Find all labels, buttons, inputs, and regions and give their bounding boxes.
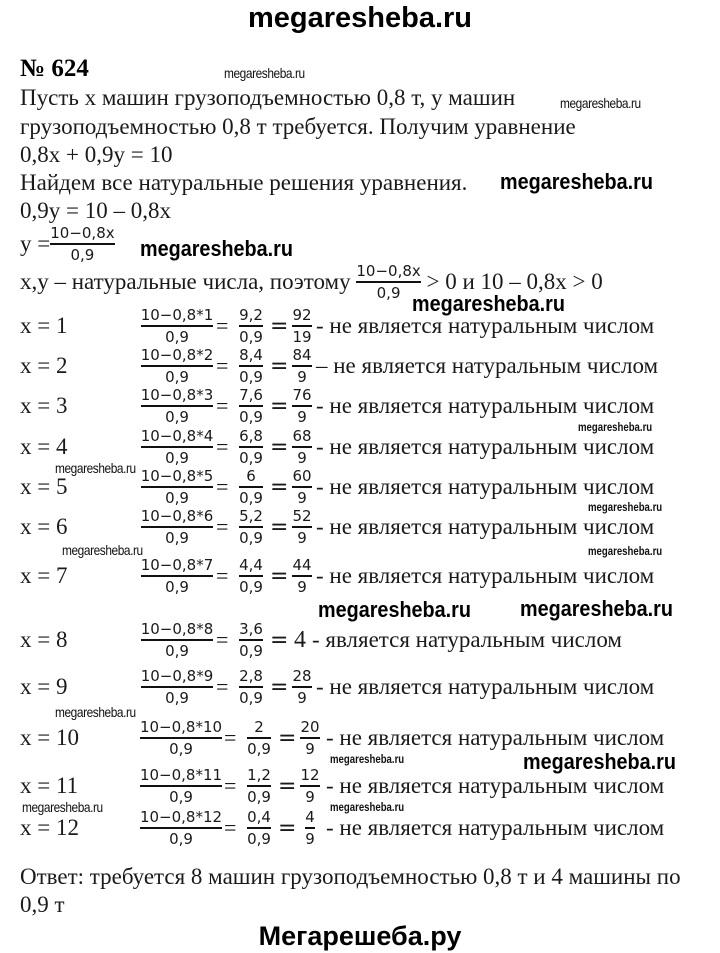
fraction-cell xyxy=(241,716,277,760)
denominator: 0,9 xyxy=(169,740,193,758)
fraction-cell xyxy=(140,764,222,808)
fraction-cell xyxy=(233,384,269,428)
fraction-bar xyxy=(239,365,263,367)
equals-sign: = xyxy=(216,674,229,699)
equals-sign: = xyxy=(224,773,237,798)
answer-line: 0,9 т xyxy=(20,892,65,917)
equals-sign: = xyxy=(216,313,229,338)
fraction-bar xyxy=(141,639,214,641)
equals-sign: = xyxy=(216,434,229,459)
equals-sign: = xyxy=(278,815,297,841)
fraction xyxy=(239,306,263,346)
numerator: 44 xyxy=(292,556,312,574)
fraction-bar xyxy=(239,325,263,327)
fraction xyxy=(247,718,271,758)
denominator: 0,9 xyxy=(239,529,263,547)
numerator: 10−0,8*2 xyxy=(140,346,214,364)
fraction xyxy=(140,808,222,848)
solution-row xyxy=(0,304,720,348)
watermark: megaresheba.ru xyxy=(318,597,471,622)
numerator: 60 xyxy=(292,467,312,485)
x-value: x = 4 xyxy=(20,434,68,459)
fraction-bar xyxy=(141,365,214,367)
numerator: 52 xyxy=(292,507,312,525)
fraction-bar xyxy=(141,686,214,688)
fraction-cell xyxy=(140,425,214,469)
fraction-bar xyxy=(140,785,222,787)
watermark: megaresheba.ru xyxy=(55,704,136,720)
fraction-bar xyxy=(292,686,311,688)
fraction-cell xyxy=(289,425,315,469)
x-value: x = 9 xyxy=(20,674,68,699)
fraction-cell xyxy=(233,344,269,388)
fraction-cell xyxy=(140,716,222,760)
fraction-cell xyxy=(289,304,315,348)
watermark: megaresheba.ru xyxy=(224,65,305,81)
numerator: 28 xyxy=(292,667,312,685)
fraction-bar xyxy=(141,446,214,448)
fraction xyxy=(239,556,263,596)
numerator: 1,2 xyxy=(247,766,271,784)
numerator: 10−0,8*4 xyxy=(140,427,214,445)
fraction xyxy=(141,467,214,507)
fraction xyxy=(239,386,263,426)
fraction-cell xyxy=(233,554,269,598)
equals-sign: = xyxy=(278,773,297,799)
numerator: 20 xyxy=(300,718,320,736)
numerator: 84 xyxy=(292,346,312,364)
fraction xyxy=(239,507,263,547)
numerator: 4,4 xyxy=(239,556,263,574)
equals-sign: = xyxy=(224,725,237,750)
denominator: 0,9 xyxy=(165,449,189,467)
numerator: 92 xyxy=(292,306,312,324)
fraction-bar xyxy=(140,737,222,739)
numerator: 2 xyxy=(254,718,264,736)
numerator: 10−0,8*9 xyxy=(140,667,214,685)
fraction-cell xyxy=(289,465,315,509)
x-value: x = 6 xyxy=(20,514,68,539)
equals-sign: = xyxy=(216,353,229,378)
fraction-cell xyxy=(140,304,214,348)
numerator: 3,6 xyxy=(239,620,263,638)
watermark: megaresheba.ru xyxy=(588,500,663,514)
fraction-bar xyxy=(141,575,214,577)
fraction xyxy=(141,620,214,660)
denominator: 19 xyxy=(292,328,312,346)
verdict: - не является натуральным числом xyxy=(326,725,665,750)
answer-line: Ответ: требуется 8 машин грузоподъемностью 0,8 т и 4 машины по xyxy=(20,864,681,889)
denominator: 9 xyxy=(297,408,307,426)
fraction-bar xyxy=(239,575,263,577)
fraction xyxy=(239,467,263,507)
denominator: 9 xyxy=(297,449,307,467)
equals-sign: = xyxy=(270,474,289,500)
watermark: megaresheba.ru xyxy=(578,420,653,434)
denominator: 0,9 xyxy=(239,368,263,386)
verdict: - не является натуральным числом xyxy=(316,514,655,539)
fraction-cell xyxy=(140,344,214,388)
fraction-bar xyxy=(292,446,311,448)
x-value: x = 2 xyxy=(20,353,68,378)
fraction-bar xyxy=(247,785,271,787)
denominator: 9 xyxy=(297,529,307,547)
equals-sign: = xyxy=(224,815,237,840)
equals-sign: = xyxy=(270,627,289,653)
fraction xyxy=(247,766,271,806)
denominator: 0,9 xyxy=(165,489,189,507)
fraction-cell xyxy=(140,806,222,850)
numerator: 68 xyxy=(292,427,312,445)
verdict: - не является натуральным числом xyxy=(326,815,665,840)
fraction xyxy=(300,766,319,806)
equals-sign: = xyxy=(270,434,289,460)
fraction-bar xyxy=(239,526,263,528)
fraction-cell xyxy=(140,554,214,598)
fraction xyxy=(292,467,311,507)
numerator: 10−0,8x xyxy=(50,224,115,242)
numerator: 10−0,8*8 xyxy=(140,620,214,638)
fraction-cell xyxy=(289,384,315,428)
denominator: 9 xyxy=(305,740,315,758)
fraction-cell xyxy=(233,465,269,509)
fraction-bar xyxy=(239,639,263,641)
verdict: - не является натуральным числом xyxy=(316,563,655,588)
denominator: 0,9 xyxy=(247,788,271,806)
fraction-cell xyxy=(233,304,269,348)
numerator: 5,2 xyxy=(239,507,263,525)
fraction-bar xyxy=(239,405,263,407)
fraction-cell xyxy=(289,554,315,598)
fraction-bar xyxy=(292,526,311,528)
numerator: 6,8 xyxy=(239,427,263,445)
denominator: 9 xyxy=(305,788,315,806)
fraction-bar xyxy=(239,446,263,448)
result-value: 4 xyxy=(294,626,306,653)
denominator: 0,9 xyxy=(165,368,189,386)
fraction xyxy=(292,556,311,596)
denominator: 0,9 xyxy=(239,689,263,707)
fraction-cell xyxy=(297,806,323,850)
x-value: x = 8 xyxy=(20,627,68,652)
x-value: x = 3 xyxy=(20,393,68,418)
numerator: 10−0,8*3 xyxy=(140,386,214,404)
fraction xyxy=(239,427,263,467)
fraction-cell xyxy=(140,465,214,509)
fraction-bar xyxy=(356,281,420,283)
fraction-bar xyxy=(141,405,214,407)
denominator: 0,9 xyxy=(239,449,263,467)
fraction-bar xyxy=(292,325,311,327)
verdict: - не является натуральным числом xyxy=(316,434,655,459)
fraction-cell xyxy=(233,425,269,469)
condition-text: > 0 и 10 – 0,8x > 0 xyxy=(420,269,603,294)
fraction xyxy=(141,346,214,386)
fraction xyxy=(292,386,311,426)
fraction-cell xyxy=(140,384,214,428)
watermark: megaresheba.ru xyxy=(330,800,405,814)
numerator: 2,8 xyxy=(239,667,263,685)
x-value: x = 5 xyxy=(20,474,68,499)
fraction xyxy=(141,386,214,426)
denominator: 0,9 xyxy=(239,408,263,426)
fraction-bar xyxy=(239,686,263,688)
equals-sign: = xyxy=(270,393,289,419)
equals-sign: = xyxy=(216,627,229,652)
fraction-bar xyxy=(292,405,311,407)
numerator: 10−0,8x xyxy=(356,262,421,280)
denominator: 9 xyxy=(297,578,307,596)
equals-sign: = xyxy=(270,563,289,589)
fraction xyxy=(141,667,214,707)
denominator: 0,9 xyxy=(247,740,271,758)
fraction-cell xyxy=(297,716,323,760)
fraction xyxy=(305,808,315,848)
fraction-cell xyxy=(289,505,315,549)
fraction xyxy=(292,667,311,707)
watermark: megaresheba.ru xyxy=(330,752,405,766)
equals-sign: = xyxy=(216,514,229,539)
watermark: megaresheba.ru xyxy=(588,544,663,558)
denominator: 9 xyxy=(297,368,307,386)
fraction-bar xyxy=(140,827,222,829)
denominator: 0,9 xyxy=(165,578,189,596)
equation: 0,9y = 10 – 0,8x xyxy=(20,198,171,223)
watermark: megaresheba.ru xyxy=(560,95,641,111)
numerator: 10−0,8*1 xyxy=(140,306,214,324)
numerator: 9,2 xyxy=(239,306,263,324)
task-number: № 624 xyxy=(20,55,89,82)
numerator: 10−0,8*10 xyxy=(139,718,223,736)
numerator: 10−0,8*11 xyxy=(139,766,223,784)
numerator: 76 xyxy=(292,386,312,404)
fraction xyxy=(50,224,114,264)
equals-sign: = xyxy=(216,563,229,588)
fraction-bar xyxy=(292,575,311,577)
fraction xyxy=(239,620,263,660)
denominator: 0,9 xyxy=(169,788,193,806)
fraction-bar xyxy=(239,486,263,488)
denominator: 0,9 xyxy=(239,489,263,507)
fraction-cell xyxy=(140,505,214,549)
verdict: - не является натуральным числом xyxy=(316,474,655,499)
equals-sign: = xyxy=(216,474,229,499)
fraction-bar xyxy=(141,325,214,327)
watermark: megaresheba.ru xyxy=(412,291,565,316)
watermark: megaresheba.ru xyxy=(55,460,136,476)
equals-sign: = xyxy=(270,313,289,339)
verdict: - не является натуральным числом xyxy=(316,313,655,338)
fraction xyxy=(141,556,214,596)
solution-row xyxy=(0,618,720,662)
denominator: 0,9 xyxy=(247,830,271,848)
fraction-bar xyxy=(305,827,315,829)
fraction xyxy=(141,306,214,346)
fraction-bar xyxy=(50,243,114,245)
fraction xyxy=(247,808,271,848)
fraction xyxy=(239,346,263,386)
fraction-bar xyxy=(300,737,319,739)
fraction-cell xyxy=(140,665,214,709)
fraction-cell xyxy=(297,764,323,808)
denominator: 0,9 xyxy=(70,246,95,264)
denominator: 0,9 xyxy=(165,689,189,707)
fraction xyxy=(292,346,311,386)
fraction xyxy=(141,427,214,467)
site-title: megaresheba.ru xyxy=(247,2,473,34)
condition-text: x,y – натуральные числа, поэтому xyxy=(20,269,357,294)
fraction-bar xyxy=(292,486,311,488)
fraction xyxy=(292,306,311,346)
y-lhs: y = xyxy=(20,231,51,256)
fraction xyxy=(141,507,214,547)
watermark: megaresheba.ru xyxy=(500,169,653,194)
denominator: 0,9 xyxy=(239,642,263,660)
denominator: 0,9 xyxy=(165,642,189,660)
fraction-cell xyxy=(289,344,315,388)
verdict: - является натуральным числом xyxy=(312,627,622,652)
numerator: 7,6 xyxy=(239,386,263,404)
equals-sign: = xyxy=(270,353,289,379)
fraction-bar xyxy=(300,785,319,787)
fraction-cell xyxy=(241,806,277,850)
denominator: 0,9 xyxy=(239,578,263,596)
denominator: 0,9 xyxy=(376,284,401,302)
fraction xyxy=(239,667,263,707)
denominator: 0,9 xyxy=(165,529,189,547)
fraction-bar xyxy=(141,526,214,528)
fraction xyxy=(140,766,222,806)
text-line: грузоподъемностью 0,8 т требуется. Получим уравнение xyxy=(20,114,576,139)
numerator: 10−0,8*5 xyxy=(140,467,214,485)
x-value: x = 11 xyxy=(20,773,79,798)
x-value: x = 12 xyxy=(20,815,79,840)
fraction-cell xyxy=(233,618,269,662)
fraction-cell xyxy=(233,505,269,549)
numerator: 10−0,8*6 xyxy=(140,507,214,525)
equals-sign: = xyxy=(270,514,289,540)
watermark: megaresheba.ru xyxy=(22,799,103,815)
verdict: - не является натуральным числом xyxy=(316,674,655,699)
verdict: – не является натуральным числом xyxy=(316,353,659,378)
numerator: 4 xyxy=(305,808,315,826)
text-line: Пусть x машин грузоподъемностью 0,8 т, y машин xyxy=(20,85,516,110)
fraction-cell xyxy=(241,764,277,808)
numerator: 8,4 xyxy=(239,346,263,364)
verdict: - не является натуральным числом xyxy=(316,393,655,418)
x-value: x = 10 xyxy=(20,725,79,750)
watermark: megaresheba.ru xyxy=(523,749,676,774)
text-line: Найдем все натуральные решения уравнения. xyxy=(20,170,468,195)
denominator: 0,9 xyxy=(239,328,263,346)
watermark: megaresheba.ru xyxy=(62,542,143,558)
fraction-cell xyxy=(233,665,269,709)
fraction-cell xyxy=(289,665,315,709)
equation: 0,8x + 0,9y = 10 xyxy=(20,142,173,167)
denominator: 0,9 xyxy=(165,328,189,346)
equals-sign: = xyxy=(270,674,289,700)
denominator: 9 xyxy=(305,830,315,848)
denominator: 9 xyxy=(297,489,307,507)
verdict: - не является натуральным числом xyxy=(326,773,665,798)
fraction-cell xyxy=(140,618,214,662)
x-value: x = 7 xyxy=(20,563,68,588)
denominator: 0,9 xyxy=(169,830,193,848)
solution-row xyxy=(0,665,720,709)
equals-sign: = xyxy=(278,725,297,751)
watermark: megaresheba.ru xyxy=(520,596,673,621)
fraction-bar xyxy=(247,827,271,829)
fraction-bar xyxy=(141,486,214,488)
numerator: 0,4 xyxy=(247,808,271,826)
denominator: 0,9 xyxy=(165,408,189,426)
denominator: 9 xyxy=(297,689,307,707)
fraction xyxy=(140,718,222,758)
solution-row xyxy=(0,554,720,598)
fraction xyxy=(300,718,319,758)
fraction xyxy=(292,507,311,547)
fraction-bar xyxy=(247,737,271,739)
watermark: megaresheba.ru xyxy=(140,236,293,261)
numerator: 12 xyxy=(300,766,320,784)
fraction xyxy=(292,427,311,467)
x-value: x = 1 xyxy=(20,313,68,338)
numerator: 10−0,8*7 xyxy=(140,556,214,574)
solution-row xyxy=(0,344,720,388)
footer-site: Мегарешеба.ру xyxy=(258,921,462,951)
equals-sign: = xyxy=(216,393,229,418)
fraction-bar xyxy=(292,365,311,367)
numerator: 6 xyxy=(246,467,256,485)
numerator: 10−0,8*12 xyxy=(139,808,223,826)
